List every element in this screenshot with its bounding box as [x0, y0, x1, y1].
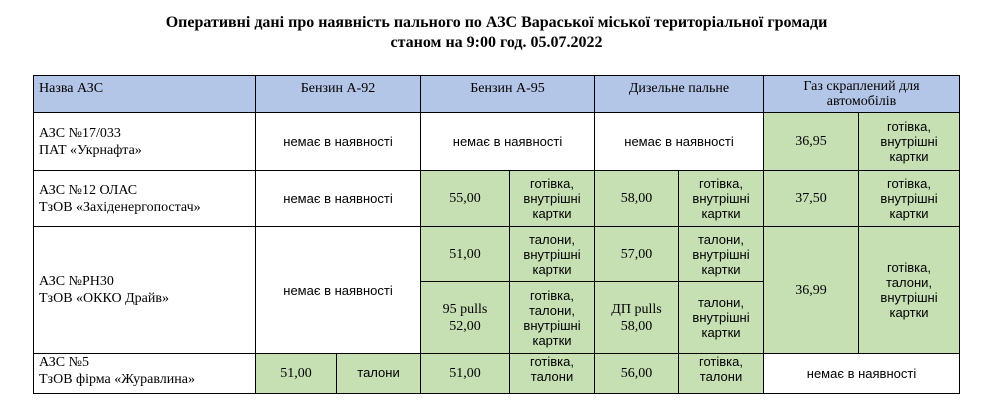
- payment-line: готівка,: [699, 354, 743, 369]
- diesel-price: 58,00: [595, 171, 679, 227]
- station-name: [34, 113, 256, 171]
- payment-line: готівка,: [887, 176, 931, 191]
- payment-line: талони,: [528, 302, 576, 318]
- payment-line: талони,: [697, 295, 745, 310]
- payment-line: внутрішні: [692, 191, 750, 206]
- station-name: [34, 171, 256, 227]
- payment-line: внутрішні: [880, 191, 938, 206]
- diesel-payment: [679, 171, 764, 227]
- diesel-pulls-price: [595, 282, 679, 354]
- payment-line: картки: [701, 206, 741, 221]
- station-company: ТзОВ «ОККО Драйв»: [39, 291, 169, 306]
- payment-line: талони,: [885, 275, 933, 290]
- a95-pulls-price: [421, 282, 510, 354]
- fuel-label: ДП pulls: [611, 301, 662, 317]
- payment-line: готівка,: [887, 260, 931, 275]
- header-row: [34, 76, 960, 113]
- table-row: [34, 113, 960, 171]
- report-date: станом на 9:00 год. 05.07.2022: [390, 34, 603, 51]
- gas-payment: [859, 113, 960, 171]
- a92-payment: талони: [337, 354, 421, 394]
- payment-line: картки: [889, 305, 929, 320]
- a95-price: 51,00: [421, 354, 510, 394]
- diesel-payment: [679, 227, 764, 282]
- fuel-availability-table: [33, 75, 960, 394]
- payment-line: талони: [699, 369, 743, 384]
- gas-price: 36,95: [764, 113, 859, 171]
- payment-line: готівка,: [887, 119, 931, 134]
- payment-line: готівка,: [530, 287, 574, 303]
- fuel-price: 58,00: [620, 318, 653, 334]
- gas-price: 36,99: [764, 227, 859, 354]
- header-a92: Бензин А-92: [256, 76, 421, 113]
- fuel-price: 52,00: [449, 318, 481, 334]
- payment-line: картки: [889, 149, 929, 164]
- payment-line: картки: [701, 325, 741, 340]
- table-row: [34, 171, 960, 227]
- header-gas-line1: Газ скраплений для: [803, 79, 920, 94]
- station-company: ТзОВ «Західенергопостач»: [39, 199, 201, 215]
- station-company: ТзОВ фірма «Журавлина»: [39, 372, 195, 387]
- payment-line: внутрішні: [880, 134, 938, 149]
- header-gas: [764, 76, 960, 113]
- a95-price: 51,00: [421, 227, 510, 282]
- a95-status: немає в наявності: [421, 113, 595, 171]
- payment-line: внутрішні: [523, 317, 581, 333]
- payment-line: готівка,: [530, 354, 574, 369]
- a92-status: немає в наявності: [256, 171, 421, 227]
- payment-line: готівка,: [530, 176, 574, 191]
- diesel-payment: [679, 354, 764, 394]
- payment-line: внутрішні: [523, 246, 581, 262]
- gas-payment: [859, 227, 960, 354]
- station-company: ПАТ «Укрнафта»: [39, 142, 142, 158]
- diesel-price: 56,00: [595, 354, 679, 394]
- payment-line: картки: [532, 206, 572, 221]
- a95-payment: [510, 227, 595, 282]
- a95-payment: [510, 354, 595, 394]
- station-id: АЗС №РН30: [39, 274, 114, 289]
- gas-price: 37,50: [764, 171, 859, 227]
- a92-status: немає в наявності: [256, 227, 421, 354]
- a92-price: 51,00: [256, 354, 337, 394]
- station-name: [34, 354, 256, 394]
- header-a95: Бензин А-95: [421, 76, 595, 113]
- payment-line: талони,: [697, 231, 745, 247]
- payment-line: талони,: [528, 231, 576, 247]
- a92-status: немає в наявності: [256, 113, 421, 171]
- gas-payment: [859, 171, 960, 227]
- header-gas-line2: автомобілів: [826, 94, 897, 109]
- station-id: АЗС №17/033: [39, 125, 121, 141]
- payment-line: внутрішні: [523, 191, 581, 206]
- payment-line: внутрішні: [692, 246, 750, 262]
- station-name: [34, 227, 256, 354]
- station-id: АЗС №5: [39, 355, 89, 370]
- a95-pulls-payment: [510, 282, 595, 354]
- report-title: Оперативні дані про наявність пального по АЗС Вараської міської територіальної громади: [165, 14, 828, 31]
- payment-line: картки: [701, 261, 741, 277]
- station-id: АЗС №12 ОЛАС: [39, 182, 138, 198]
- payment-line: талони: [530, 369, 574, 384]
- payment-line: картки: [889, 206, 929, 221]
- table-row: [34, 354, 960, 394]
- payment-line: внутрішні: [880, 290, 938, 305]
- table-row: [34, 227, 960, 282]
- payment-line: внутрішні: [692, 310, 750, 325]
- header-diesel: Дизельне пальне: [595, 76, 764, 113]
- fuel-label: 95 pulls: [442, 301, 488, 317]
- gas-status: немає в наявності: [764, 354, 960, 394]
- payment-line: картки: [532, 332, 572, 348]
- header-station: Назва АЗС: [34, 76, 256, 113]
- a95-price: 55,00: [421, 171, 510, 227]
- a95-payment: [510, 171, 595, 227]
- payment-line: готівка,: [699, 176, 743, 191]
- diesel-status: немає в наявності: [595, 113, 764, 171]
- diesel-pulls-payment: [679, 282, 764, 354]
- payment-line: картки: [532, 261, 572, 277]
- diesel-price: 57,00: [595, 227, 679, 282]
